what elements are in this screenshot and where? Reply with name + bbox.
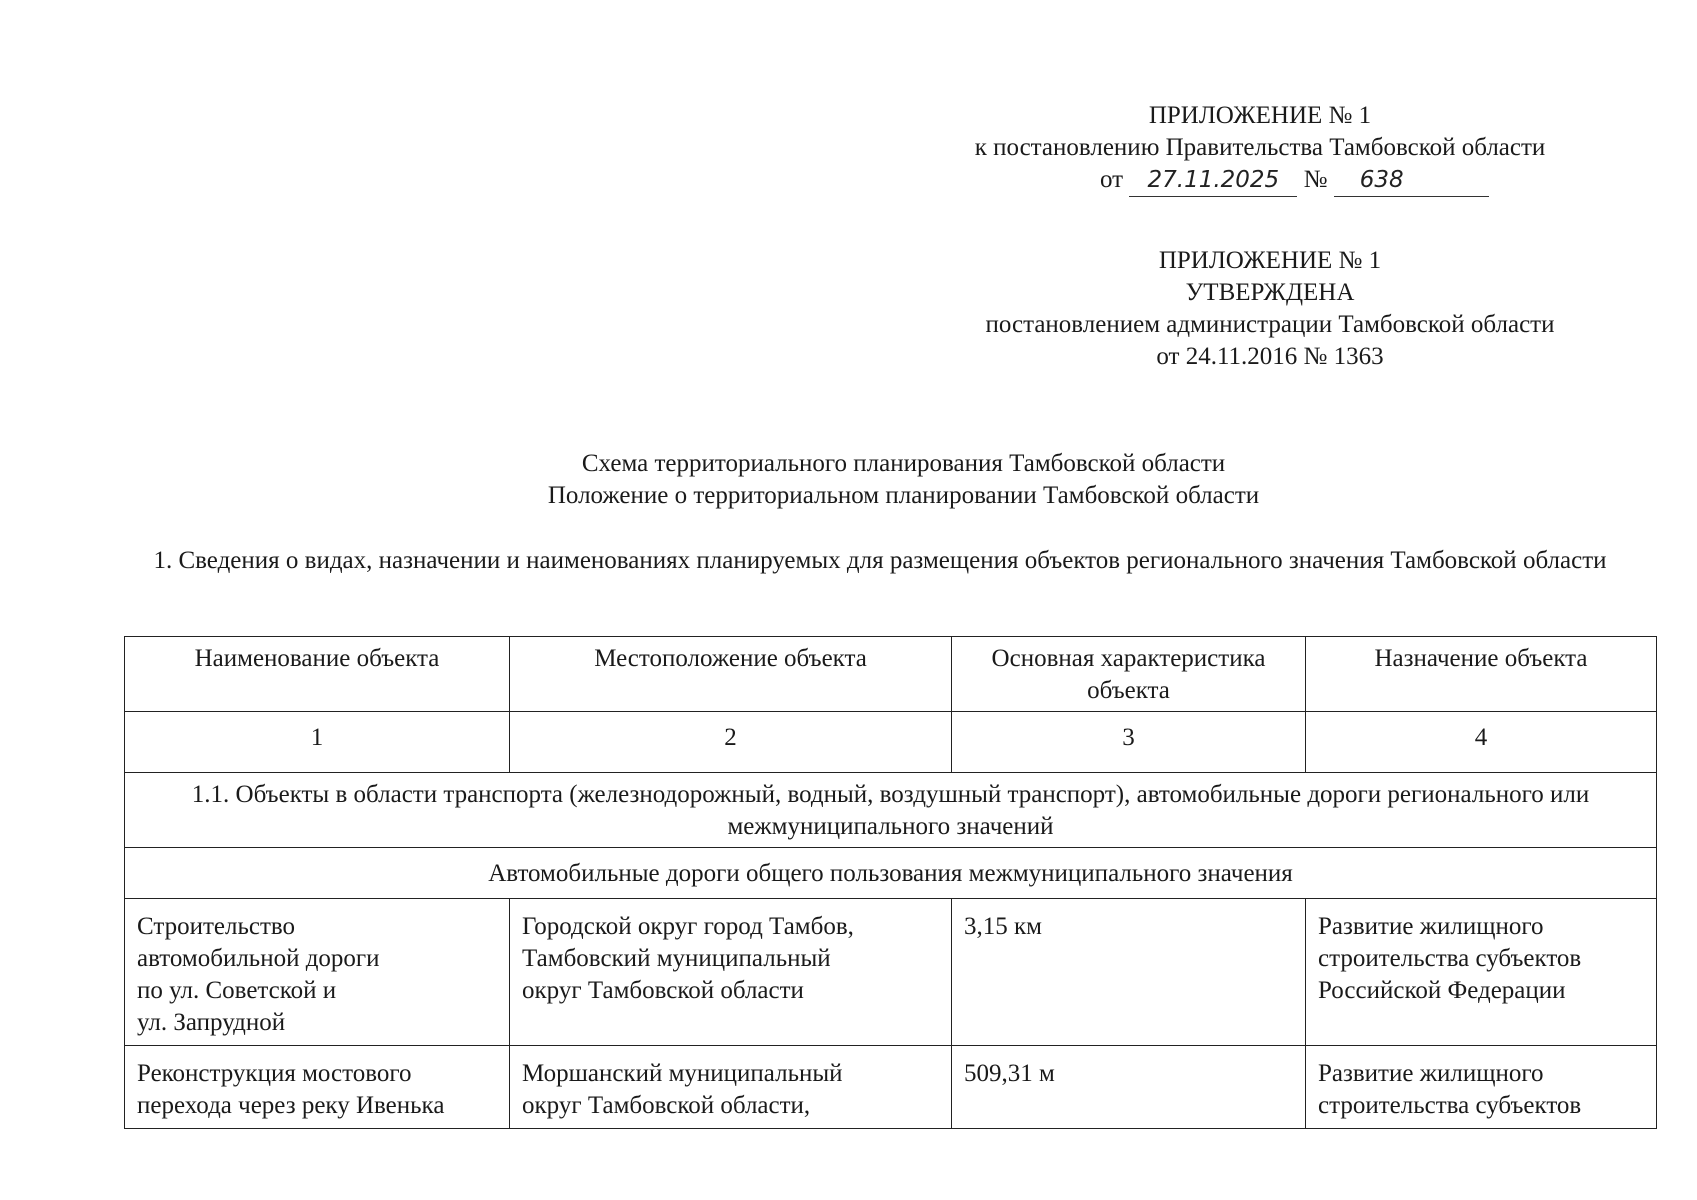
header-location: Местоположение объекта: [510, 637, 952, 712]
annex-original-title: ПРИЛОЖЕНИЕ № 1: [1158, 247, 1382, 274]
object-characteristic: 3,15 км: [952, 899, 1306, 1046]
group-heading: 1.1. Объекты в области транспорта (железнодорожный, водный, воздушный транспорт), автомобильные дороги регионального или межмуниципального значений: [125, 773, 1657, 848]
document-title: [0, 448, 1697, 512]
annex-current-date-line: [860, 164, 1660, 197]
group-heading-row: [125, 773, 1657, 848]
table-header-row: [125, 637, 1657, 712]
object-purpose: Развитие жилищного строительства субъектов Российской Федерации: [1306, 899, 1657, 1046]
header-name: Наименование объекта: [125, 637, 510, 712]
objects-table: [124, 636, 1657, 1129]
table-row: [125, 899, 1657, 1046]
number-label: №: [1303, 166, 1328, 193]
handwritten-number: 638: [1334, 164, 1489, 197]
column-number: 2: [510, 712, 952, 773]
subgroup-heading-row: [125, 848, 1657, 899]
section-heading: 1. Сведения о видах, назначении и наименованиях планируемых для размещения объектов регионального значения Тамбовской области: [153, 547, 1607, 574]
subgroup-heading: Автомобильные дороги общего пользования межмуниципального значения: [125, 848, 1657, 899]
column-number: 4: [1306, 712, 1657, 773]
column-number-row: [125, 712, 1657, 773]
header-purpose: Назначение объекта: [1306, 637, 1657, 712]
from-label: от: [1100, 166, 1124, 193]
annex-original-block: [920, 245, 1620, 373]
object-name: Строительство автомобильной дороги по ул. Советской и ул. Запрудной: [125, 899, 510, 1046]
approved-label: УТВЕРЖДЕНА: [1185, 279, 1355, 306]
table-row: [125, 1046, 1657, 1129]
annex-current-block: [860, 100, 1660, 197]
object-characteristic: 509,31 м: [952, 1046, 1306, 1129]
document-title-line1: Схема территориального планирования Тамбовской области: [581, 450, 1226, 477]
annex-original-reference: постановлением администрации Тамбовской области: [985, 311, 1555, 338]
annex-original-date: от 24.11.2016 № 1363: [1156, 343, 1384, 370]
column-number: 1: [125, 712, 510, 773]
object-name: Реконструкция мостового перехода через реку Ивенька: [125, 1046, 510, 1129]
annex-current-reference: к постановлению Правительства Тамбовской области: [974, 134, 1546, 161]
annex-current-title: ПРИЛОЖЕНИЕ № 1: [1148, 102, 1372, 129]
object-location: Городской округ город Тамбов, Тамбовский муниципальный округ Тамбовской области: [510, 899, 952, 1046]
column-number: 3: [952, 712, 1306, 773]
object-location: Моршанский муниципальный округ Тамбовской области,: [510, 1046, 952, 1129]
document-title-line2: Положение о территориальном планировании Тамбовской области: [547, 482, 1260, 509]
header-characteristic: Основная характеристика объекта: [952, 637, 1306, 712]
handwritten-date: 27.11.2025: [1129, 164, 1297, 197]
object-purpose: Развитие жилищного строительства субъектов: [1306, 1046, 1657, 1129]
